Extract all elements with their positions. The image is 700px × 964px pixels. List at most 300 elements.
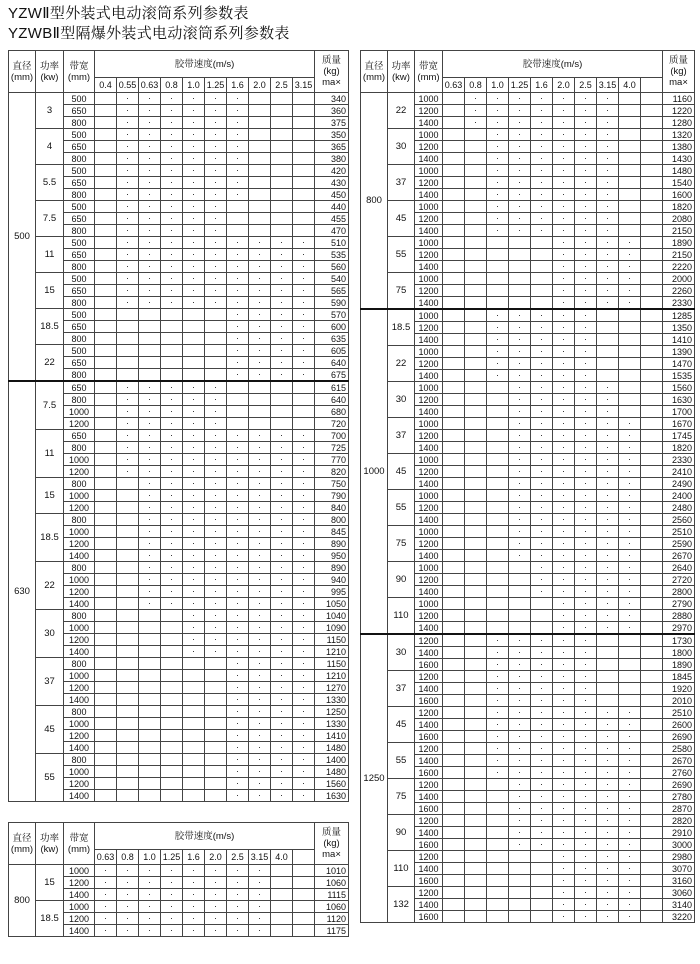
speed-dot: · [553,659,575,671]
power-cell: 15 [36,478,64,514]
speed-dot: · [597,406,619,418]
mass-cell: 2820 [663,815,695,827]
speed-empty [597,358,619,370]
width-cell: 1200 [64,877,95,889]
table-row [361,454,695,466]
mass-cell: 845 [315,526,349,538]
mass-cell: 2150 [663,225,695,237]
speed-dot: · [597,249,619,261]
speed-dot: · [575,430,597,442]
speed-dot: · [293,742,315,754]
power-cell: 4 [36,129,64,165]
speed-dot: · [575,141,597,153]
speed-dot: · [619,743,641,755]
speed-empty [293,129,315,141]
mass-cell: 1350 [663,322,695,334]
speed-dot: · [293,646,315,658]
speed-empty [139,778,161,790]
speed-dot: · [575,406,597,418]
speed-dot: · [161,105,183,117]
speed-empty [139,706,161,718]
speed-empty [619,201,641,213]
speed-empty [465,502,487,514]
speed-dot: · [553,454,575,466]
speed-dot: · [271,466,293,478]
speed-dot: · [531,165,553,177]
speed-empty [117,526,139,538]
speed-empty [641,899,663,911]
speed-dot: · [531,671,553,683]
speed-empty [465,719,487,731]
speed-empty [293,177,315,189]
speed-empty [443,237,465,249]
speed-empty [465,165,487,177]
speed-dot: · [139,406,161,418]
speed-dot: · [249,321,271,333]
speed-empty [293,925,315,937]
speed-empty [465,731,487,743]
speed-dot: · [249,538,271,550]
speed-dot: · [249,490,271,502]
power-cell: 45 [388,201,415,237]
speed-dot: · [553,550,575,562]
speed-dot: · [139,550,161,562]
speed-header: 胶带速度(m/s) [95,823,315,850]
speed-empty [183,706,205,718]
speed-dot: · [575,707,597,719]
speed-dot: · [509,93,531,105]
speed-empty [641,695,663,707]
speed-empty [597,322,619,334]
speed-dot: · [249,694,271,706]
mass-cell: 1820 [663,201,695,213]
mass-cell: 2980 [663,851,695,863]
mass-cell: 1630 [315,790,349,802]
speed-dot: · [205,249,227,261]
speed-empty [487,237,509,249]
speed-dot: · [183,442,205,454]
speed-dot: · [293,261,315,273]
speed-empty [465,562,487,574]
speed-dot: · [271,454,293,466]
speed-empty [597,309,619,322]
speed-dot: · [531,695,553,707]
speed-dot: · [619,249,641,261]
speed-dot: · [487,370,509,382]
speed-dot: · [205,93,227,105]
speed-dot: · [161,925,183,937]
width-cell: 1400 [415,261,443,273]
speed-empty [249,394,271,406]
table-row [361,93,695,105]
speed-dot: · [487,141,509,153]
speed-empty [271,105,293,117]
speed-empty [641,598,663,610]
table-row [361,671,695,683]
speed-dot: · [117,273,139,285]
width-cell: 1000 [415,562,443,574]
power-cell: 18.5 [388,309,415,346]
speed-dot: · [271,574,293,586]
speed-dot: · [183,189,205,201]
speed-dot: · [205,877,227,889]
speed-dot: · [597,574,619,586]
power-cell: 90 [388,815,415,851]
speed-empty [443,827,465,839]
speed-dot: · [227,694,249,706]
speed-empty [619,659,641,671]
speed-dot: · [575,683,597,695]
speed-dot: · [553,249,575,261]
width-cell: 1000 [64,901,95,913]
speed-dot: · [531,791,553,803]
speed-empty [443,550,465,562]
speed-dot: · [227,249,249,261]
speed-dot: · [575,719,597,731]
speed-dot: · [575,442,597,454]
width-cell: 800 [64,442,95,454]
speed-dot: · [161,117,183,129]
speed-empty [271,117,293,129]
speed-empty [95,646,117,658]
speed-dot: · [531,466,553,478]
speed-empty [205,778,227,790]
speed-dot: · [487,731,509,743]
speed-dot: · [183,273,205,285]
speed-dot: · [227,754,249,766]
mass-cell: 615 [315,381,349,394]
speed-dot: · [271,742,293,754]
speed-empty [249,93,271,105]
speed-dot: · [509,129,531,141]
speed-value: 0.55 [117,78,139,93]
speed-empty [95,562,117,574]
speed-empty [95,754,117,766]
speed-empty [139,321,161,333]
speed-empty [465,237,487,249]
speed-empty [161,357,183,369]
table-row [9,706,349,718]
speed-empty [117,694,139,706]
speed-empty [487,839,509,851]
speed-empty [619,634,641,647]
speed-empty [465,225,487,237]
speed-dot: · [205,562,227,574]
speed-empty [183,309,205,321]
speed-empty [117,345,139,357]
width-cell: 1400 [415,370,443,382]
width-cell: 1000 [415,129,443,141]
speed-dot: · [205,490,227,502]
speed-empty [139,670,161,682]
table-row [9,754,349,766]
speed-empty [531,887,553,899]
speed-dot: · [205,165,227,177]
speed-empty [487,249,509,261]
speed-dot: · [227,237,249,249]
speed-empty [619,334,641,346]
power-unit: (kw) [40,71,59,83]
speed-value [293,850,315,865]
width-cell: 1200 [415,502,443,514]
speed-dot: · [227,901,249,913]
speed-dot: · [531,454,553,466]
power-cell: 75 [388,526,415,562]
speed-empty [443,382,465,394]
speed-dot: · [575,153,597,165]
mass-cell: 3160 [663,875,695,887]
speed-dot: · [597,899,619,911]
speed-empty [509,899,531,911]
speed-dot: · [183,622,205,634]
speed-empty [465,827,487,839]
speed-empty [161,670,183,682]
speed-dot: · [531,153,553,165]
speed-dot: · [531,478,553,490]
speed-dot: · [575,346,597,358]
speed-empty [641,707,663,719]
speed-empty [641,189,663,201]
speed-dot: · [161,478,183,490]
width-cell: 800 [64,189,95,201]
speed-empty [161,321,183,333]
speed-dot: · [293,694,315,706]
speed-empty [271,141,293,153]
speed-empty [641,358,663,370]
speed-empty [117,550,139,562]
speed-dot: · [597,225,619,237]
speed-empty [95,418,117,430]
speed-dot: · [183,646,205,658]
speed-empty [465,358,487,370]
width-cell: 1600 [415,839,443,851]
speed-dot: · [293,502,315,514]
speed-dot: · [575,887,597,899]
speed-dot: · [553,466,575,478]
speed-empty [95,225,117,237]
speed-dot: · [531,767,553,779]
speed-dot: · [575,502,597,514]
mass-cell: 440 [315,201,349,213]
speed-dot: · [575,237,597,249]
speed-dot: · [531,334,553,346]
speed-empty [641,683,663,695]
speed-dot: · [139,153,161,165]
speed-dot: · [117,285,139,297]
width-cell: 650 [64,285,95,297]
width-cell: 1000 [64,865,95,877]
speed-empty [293,394,315,406]
speed-empty [443,622,465,635]
speed-dot: · [575,863,597,875]
mass-label: 质量 [322,827,342,838]
speed-dot: · [531,129,553,141]
speed-dot: · [575,117,597,129]
speed-empty [509,273,531,285]
mass-note: ma× [669,77,688,88]
speed-dot: · [271,658,293,670]
mass-cell: 725 [315,442,349,454]
speed-dot: · [597,791,619,803]
mass-cell: 450 [315,189,349,201]
speed-empty [465,189,487,201]
speed-dot: · [619,285,641,297]
speed-dot: · [249,502,271,514]
speed-dot: · [575,803,597,815]
speed-dot: · [183,889,205,901]
speed-dot: · [205,865,227,877]
speed-dot: · [487,634,509,647]
speed-dot: · [205,117,227,129]
speed-empty [509,875,531,887]
speed-dot: · [553,370,575,382]
speed-dot: · [575,490,597,502]
power-cell: 75 [388,779,415,815]
speed-empty [465,430,487,442]
speed-empty [509,297,531,310]
speed-dot: · [531,309,553,322]
speed-dot: · [249,478,271,490]
speed-empty [117,790,139,802]
speed-dot: · [271,273,293,285]
speed-dot: · [597,129,619,141]
speed-dot: · [575,225,597,237]
speed-dot: · [271,622,293,634]
speed-dot: · [117,297,139,309]
speed-empty [95,490,117,502]
speed-dot: · [271,670,293,682]
speed-empty [117,718,139,730]
speed-dot: · [227,889,249,901]
speed-empty [465,297,487,310]
speed-dot: · [161,189,183,201]
width-cell: 1400 [415,334,443,346]
speed-dot: · [183,381,205,394]
speed-dot: · [227,273,249,285]
speed-dot: · [293,766,315,778]
speed-empty [95,273,117,285]
diameter-header [9,51,36,93]
speed-dot: · [205,273,227,285]
speed-empty [443,839,465,851]
speed-empty [161,766,183,778]
speed-dot: · [575,309,597,322]
speed-empty [161,694,183,706]
speed-dot: · [227,730,249,742]
speed-empty [619,153,641,165]
speed-dot: · [531,394,553,406]
speed-empty [465,851,487,863]
speed-empty [509,887,531,899]
speed-empty [249,129,271,141]
speed-dot: · [205,514,227,526]
speed-empty [641,887,663,899]
speed-dot: · [271,490,293,502]
speed-empty [183,369,205,382]
diameter-label: 直径 [364,60,384,72]
width-cell: 1200 [415,141,443,153]
speed-empty [443,875,465,887]
speed-empty [95,682,117,694]
speed-dot: · [249,730,271,742]
speed-dot: · [487,117,509,129]
table-row [361,779,695,791]
speed-dot: · [293,670,315,682]
speed-dot: · [531,586,553,598]
speed-value: 1.6 [227,78,249,93]
speed-empty [465,466,487,478]
mass-cell: 2560 [663,514,695,526]
speed-empty [641,261,663,273]
speed-dot: · [183,93,205,105]
speed-empty [139,610,161,622]
width-cell: 500 [64,237,95,249]
speed-empty [293,165,315,177]
diameter-cell: 630 [9,381,36,802]
mass-cell: 3060 [663,887,695,899]
speed-empty [205,766,227,778]
speed-dot: · [597,562,619,574]
speed-dot: · [293,333,315,345]
speed-value: 4.0 [271,850,293,865]
speed-dot: · [597,261,619,273]
speed-dot: · [161,165,183,177]
speed-dot: · [249,610,271,622]
speed-dot: · [597,887,619,899]
speed-dot: · [509,213,531,225]
speed-dot: · [271,369,293,382]
width-cell: 650 [64,213,95,225]
speed-empty [117,538,139,550]
width-cell: 1200 [415,671,443,683]
speed-dot: · [227,865,249,877]
speed-empty [443,863,465,875]
mass-label: 质量 [322,55,342,66]
speed-dot: · [139,381,161,394]
speed-empty [139,790,161,802]
mass-cell: 1175 [315,925,349,937]
power-cell: 22 [388,93,415,129]
mass-cell: 2080 [663,213,695,225]
width-cell: 1000 [415,273,443,285]
speed-dot: · [183,394,205,406]
speed-dot: · [227,117,249,129]
width-header [64,823,95,865]
speed-dot: · [531,514,553,526]
speed-empty [227,394,249,406]
speed-dot: · [293,718,315,730]
width-cell: 800 [64,225,95,237]
speed-dot: · [575,334,597,346]
speed-dot: · [553,574,575,586]
mass-unit: (kg) [670,66,687,77]
speed-empty [487,586,509,598]
speed-empty [183,694,205,706]
speed-empty [205,682,227,694]
speed-empty [183,766,205,778]
power-unit: (kw) [40,843,59,855]
mass-unit: (kg) [323,838,340,849]
width-cell: 1200 [415,358,443,370]
speed-dot: · [227,790,249,802]
speed-dot: · [139,261,161,273]
speed-empty [293,225,315,237]
speed-empty [95,201,117,213]
speed-dot: · [271,718,293,730]
width-cell: 1000 [64,406,95,418]
speed-empty [487,562,509,574]
speed-dot: · [531,731,553,743]
